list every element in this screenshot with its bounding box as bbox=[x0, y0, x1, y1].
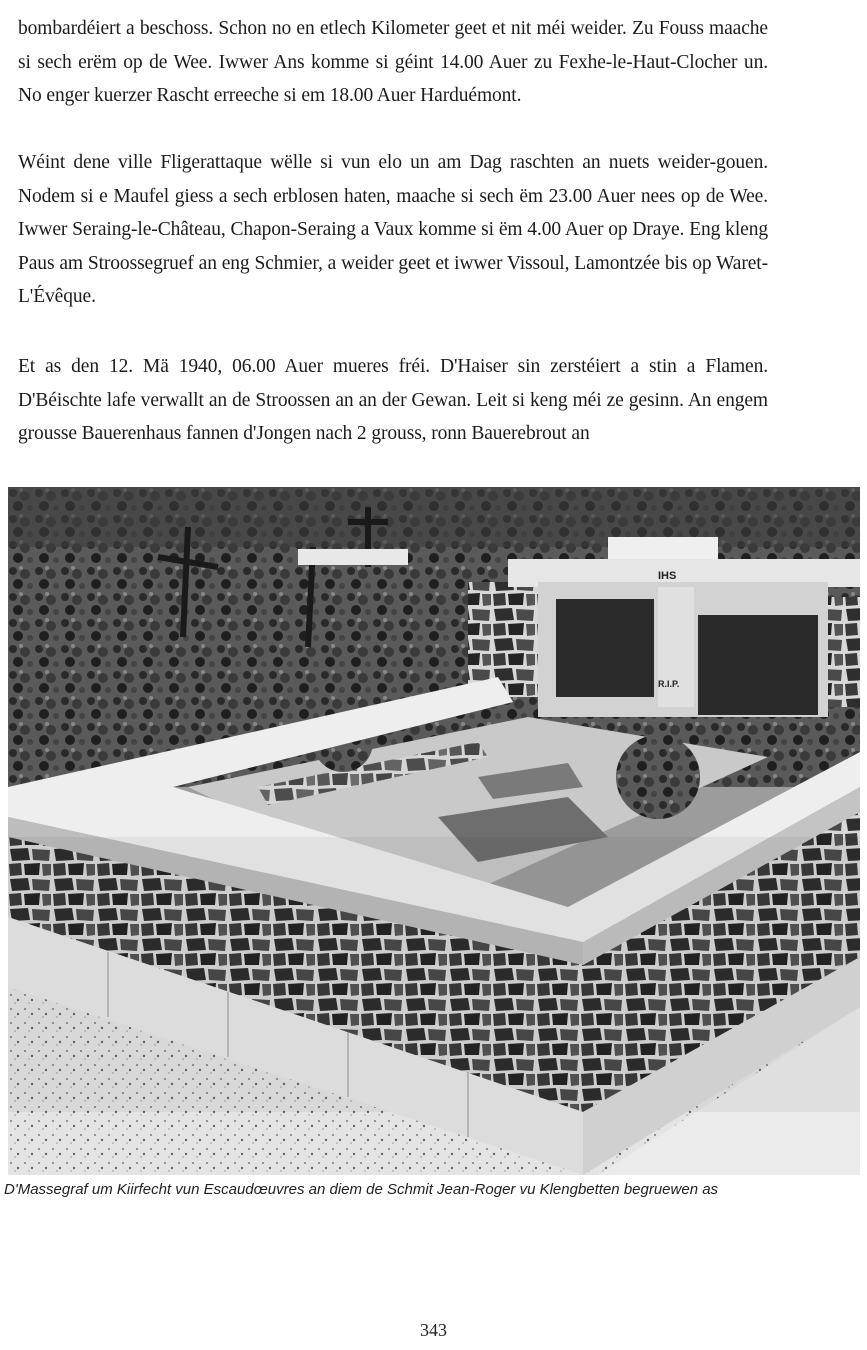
grave-photo bbox=[8, 487, 860, 1175]
monument-ihs-text: IHS bbox=[658, 570, 677, 582]
photo-caption: D'Massegraf um Kiirfecht vun Escaudœuvres an diem de Schmit Jean-Roger vu Klengbetten begruewen as bbox=[4, 1181, 719, 1198]
monument-rip-text: R.I.P. bbox=[658, 679, 680, 689]
body-paragraph-2: Wéint dene ville Fligerattaque wëlle si vun elo un am Dag raschten an nuets weider-gouen. Nodem si e Maufel giess a sech erblosen haten, maache si sech ëm 23.00 Auer nees op de Wee. Iwwer Seraing-le-Château, Chapon-Seraing a Vaux komme si ëm 4.00 Auer op Draye. Eng kleng Paus am Stroossegruef an eng Schmier, a weider geet et iwwer Vissoul, Lamontzée bis op Waret-L'Évêque. bbox=[18, 152, 768, 307]
body-paragraph-1: bombardéiert a beschoss. Schon no en etlech Kilometer geet et nit méi weider. Zu Fouss maache si sech erëm op de Wee. Iwwer Ans komme si géint 14.00 Auer zu Fexhe-le-Haut-Clocher un. No enger kuerzer Rascht erreeche si em 18.00 Auer Harduémont. bbox=[18, 18, 768, 106]
body-paragraph-3: Et as den 12. Mä 1940, 06.00 Auer mueres fréi. D'Haiser sin zerstéiert a stin a Flamen. D'Béischte lafe verwallt an de Stroossen an an der Gewan. Leit si keng méi ze gesinn. An engem grousse Bauerenhaus fannen d'Jongen nach 2 grouss, ronn Bauerebrout an bbox=[18, 356, 768, 444]
page-number: 343 bbox=[420, 1320, 447, 1340]
